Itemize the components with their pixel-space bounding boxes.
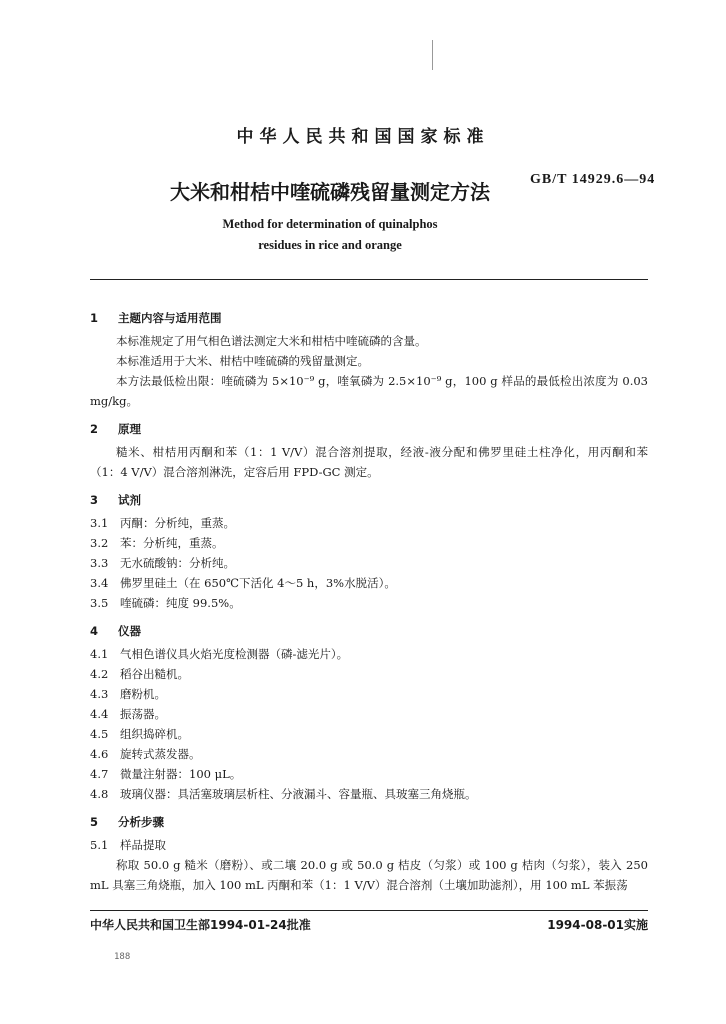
approval-line: 中华人民共和国卫生部1994-01-24批准 [90, 918, 311, 932]
section-number: 1 [90, 311, 99, 325]
item-text: 气相色谱仪具火焰光度检测器（磷-滤光片）。 [120, 647, 349, 661]
title-en-line2: residues in rice and orange [258, 238, 402, 252]
list-item [90, 553, 648, 573]
item-text: 旋转式蒸发器。 [120, 747, 201, 761]
section-2-heading [90, 419, 648, 439]
page-number: 188 [114, 952, 131, 962]
item-number: 4.7 [90, 767, 109, 781]
list-item [90, 764, 648, 784]
section-title: 分析步骤 [118, 815, 164, 829]
item-text: 佛罗里硅土（在 650℃下活化 4～5 h，3%水脱活）。 [120, 576, 396, 590]
item-number: 4.4 [90, 707, 109, 721]
item-text: 无水硫酸钠：分析纯。 [120, 556, 235, 570]
item-text: 苯：分析纯，重蒸。 [120, 536, 224, 550]
footer-rule [90, 910, 648, 911]
section-1-paragraph-3: 本方法最低检出限：喹硫磷为 5×10⁻⁹ g，喹氧磷为 2.5×10⁻⁹ g，100 g 样品的最低检出浓度为 0.03 mg/kg。 [90, 374, 648, 408]
item-text: 喹硫磷：纯度 99.5%。 [120, 596, 241, 610]
section-5-heading [90, 812, 648, 832]
item-number: 3.2 [90, 536, 109, 550]
section-3-heading [90, 490, 648, 510]
section-3-list [90, 513, 648, 613]
item-text: 样品提取 [120, 838, 166, 852]
document-title-en [0, 214, 660, 256]
section-title: 仪器 [118, 624, 141, 638]
section-title: 试剂 [118, 493, 141, 507]
list-item [90, 704, 648, 724]
section-2-paragraph-1: 糙米、柑桔用丙酮和苯（1：1 V/V）混合溶剂提取，经液-液分配和佛罗里硅土柱净化，用丙酮和苯（1：4 V/V）混合溶剂淋洗，定容后用 FPD-GC 测定。 [90, 445, 648, 479]
standard-code: GB/T 14929.6—94 [530, 172, 656, 187]
list-item [90, 744, 648, 764]
list-item [90, 724, 648, 744]
item-number: 4.2 [90, 667, 109, 681]
section-number: 2 [90, 422, 99, 436]
section-1-paragraph-2: 本标准适用于大米、柑桔中喹硫磷的残留量测定。 [116, 354, 369, 368]
section-1-paragraph-1: 本标准规定了用气相色谱法测定大米和柑桔中喹硫磷的含量。 [116, 334, 427, 348]
section-title: 主题内容与适用范围 [118, 311, 222, 325]
item-number: 5.1 [90, 838, 109, 852]
header-rule [90, 279, 648, 280]
section-5-paragraph-1: 称取 50.0 g 糙米（磨粉）、或二壤 20.0 g 或 50.0 g 桔皮（匀浆）或 100 g 桔肉（匀浆），装入 250 mL 具塞三角烧瓶，加入 100 mL 丙酮和苯（1：1 V/V）混合溶剂（土壤加助滤剂），用 100 mL 苯振荡 [90, 858, 648, 892]
item-number: 3.4 [90, 576, 109, 590]
section-number: 4 [90, 624, 99, 638]
item-text: 微量注射器：100 μL。 [120, 767, 242, 781]
item-text: 稻谷出糙机。 [120, 667, 189, 681]
list-item [90, 684, 648, 704]
item-number: 3.5 [90, 596, 109, 610]
title-en-line1: Method for determination of quinalphos [222, 217, 438, 231]
item-number: 3.1 [90, 516, 109, 530]
item-number: 4.6 [90, 747, 109, 761]
item-number: 3.3 [90, 556, 109, 570]
item-text: 玻璃仪器：具活塞玻璃层析柱、分液漏斗、容量瓶、具玻塞三角烧瓶。 [120, 787, 477, 801]
list-item [90, 784, 648, 804]
implementation-date: 1994-08-01实施 [547, 918, 648, 932]
item-text: 组织捣碎机。 [120, 727, 189, 741]
section-4-list [90, 644, 648, 804]
list-item [90, 513, 648, 533]
item-text: 丙酮：分析纯，重蒸。 [120, 516, 235, 530]
item-number: 4.1 [90, 647, 109, 661]
national-standard-heading: 中华人民共和国国家标准 [236, 127, 490, 147]
list-item [90, 644, 648, 664]
section-number: 5 [90, 815, 99, 829]
list-item [90, 533, 648, 553]
list-item [90, 573, 648, 593]
item-text: 振荡器。 [120, 707, 166, 721]
item-text: 磨粉机。 [120, 687, 166, 701]
document-body [90, 303, 648, 895]
item-number: 4.5 [90, 727, 109, 741]
section-1-heading [90, 308, 648, 328]
section-title: 原理 [118, 422, 141, 436]
subsection-5-1-heading [90, 835, 648, 855]
list-item [90, 664, 648, 684]
section-4-heading [90, 621, 648, 641]
section-number: 3 [90, 493, 99, 507]
scan-artifact [432, 40, 433, 70]
item-number: 4.3 [90, 687, 109, 701]
document-title-cn: 大米和柑桔中喹硫磷残留量测定方法 [170, 180, 490, 204]
list-item [90, 593, 648, 613]
item-number: 4.8 [90, 787, 109, 801]
